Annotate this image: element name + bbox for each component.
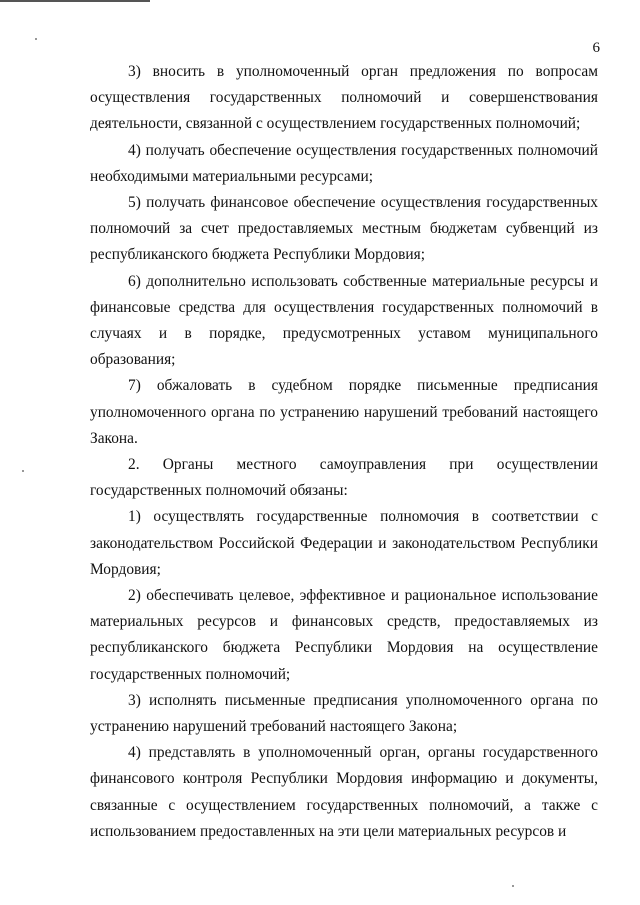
scan-speck: [35, 38, 37, 40]
paragraph: 3) вносить в уполномоченный орган предложения по вопросам осуществления государственных полномочий и совершенствования деятельности, связанной с осуществлением государственных полномочий;: [90, 63, 598, 133]
paragraph: 4) получать обеспечение осуществления государственных полномочий необходимыми материальными ресурсами;: [90, 141, 598, 185]
paragraph: 6) дополнительно использовать собственные материальные ресурсы и финансовые средства для осуществления государственных полномочий в случаях и в порядке, предусмотренных уставом муниципального образования;: [90, 272, 598, 369]
scan-edge-line: [0, 0, 150, 2]
paragraph: 2. Органы местного самоуправления при осуществлении государственных полномочий обязаны:: [90, 456, 598, 500]
page-number: 6: [592, 40, 600, 56]
paragraph: 1) осуществлять государственные полномочия в соответствии с законодательством Российской Федерации и законодательством Республики Мордовия;: [90, 508, 598, 578]
scan-speck: [22, 470, 24, 472]
paragraph: 5) получать финансовое обеспечение осуществления государственных полномочий за счет предоставляемых местным бюджетам субвенций из республиканского бюджета Республики Мордовия;: [90, 194, 598, 264]
body-text: [90, 59, 598, 845]
paragraph: 7) обжаловать в судебном порядке письменные предписания уполномоченного органа по устранению нарушений требований настоящего Закона.: [90, 377, 598, 447]
paragraph: 4) представлять в уполномоченный орган, органы государственного финансового контроля Республики Мордовия информацию и документы, связанные с осуществлением государственных полномочий, а также с использованием предоставленных на эти цели материальных ресурсов и: [90, 744, 598, 840]
scan-speck: [512, 885, 514, 887]
paragraph: 2) обеспечивать целевое, эффективное и рациональное использование материальных ресурсов и финансовых средств, предоставляемых из республиканского бюджета Республики Мордовия на осуществление государственных полномочий;: [90, 587, 598, 683]
paragraph: 3) исполнять письменные предписания уполномоченного органа по устранению нарушений требований настоящего Закона;: [90, 691, 598, 736]
